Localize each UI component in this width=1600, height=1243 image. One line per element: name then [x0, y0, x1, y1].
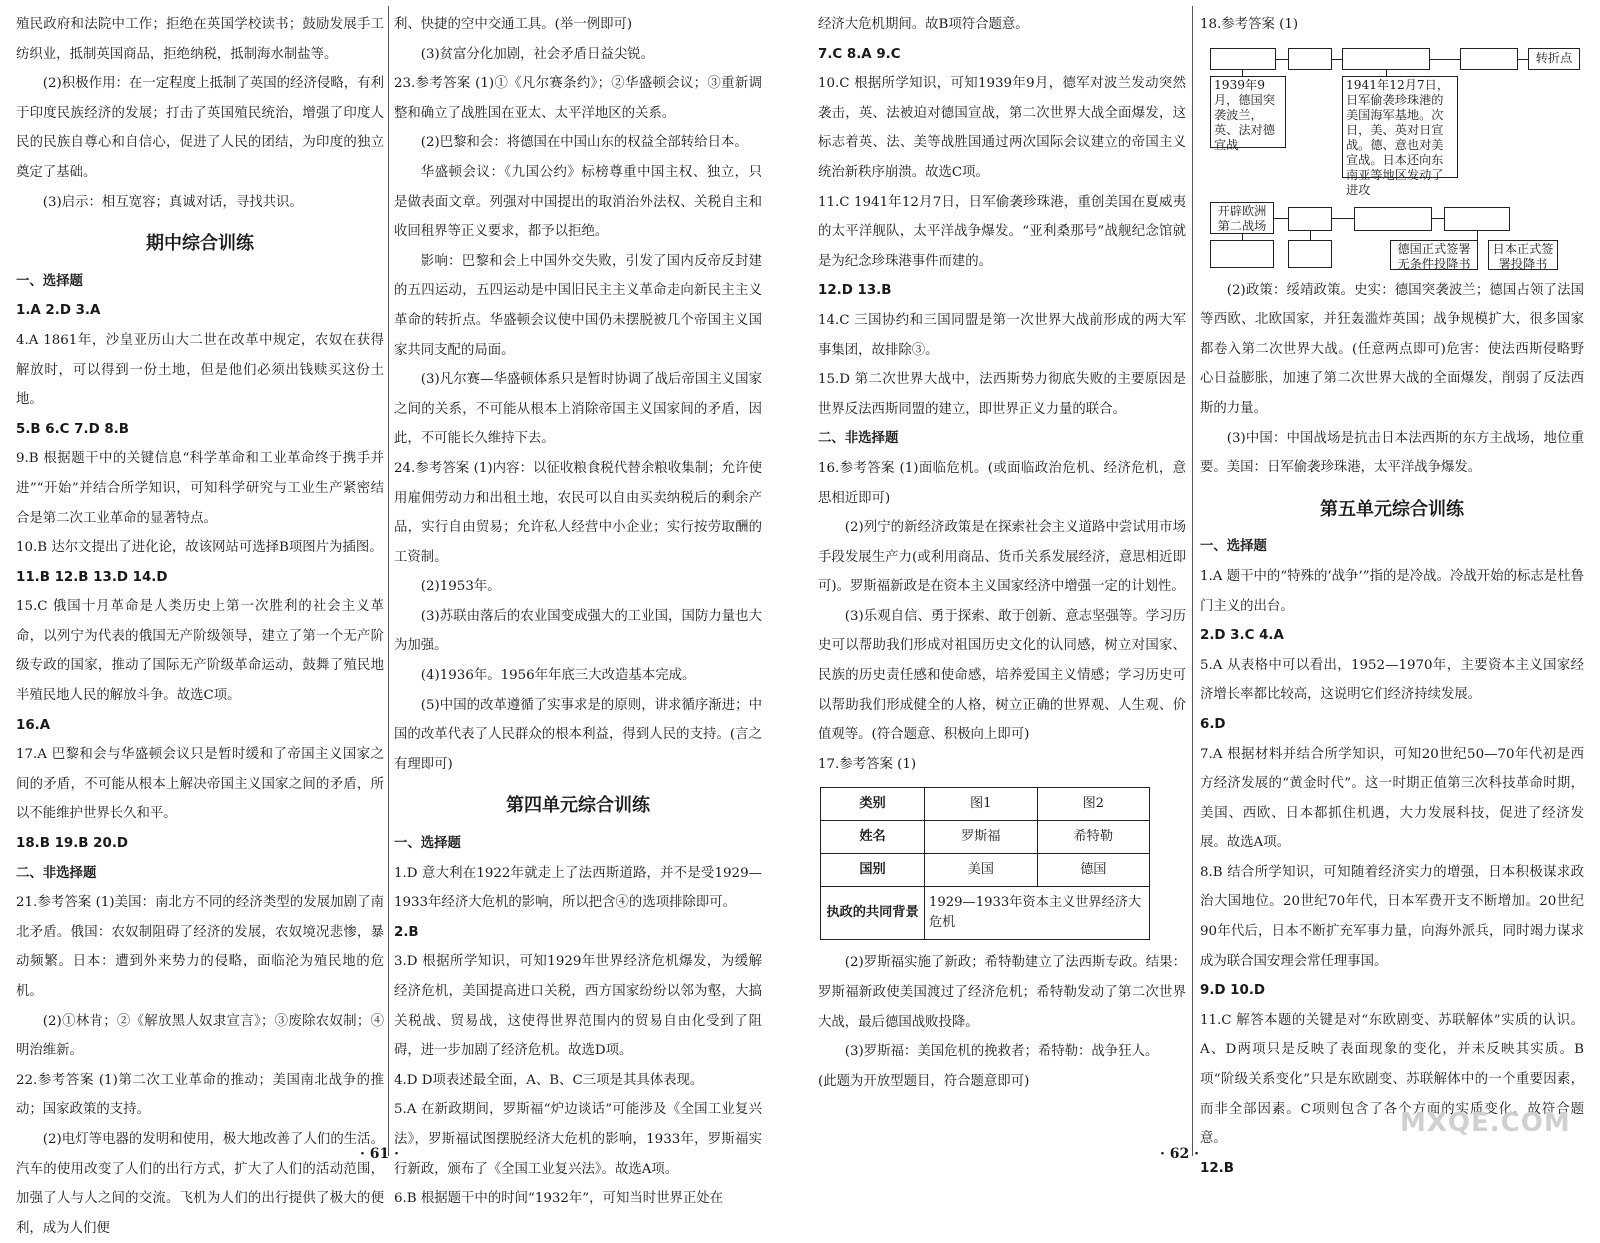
table-cell: 1929—1933年资本主义世界经济大危机 [925, 887, 1150, 940]
connector-line [1432, 218, 1444, 219]
blank-box [1342, 48, 1430, 70]
germany-surrender-text: 德国正式签署无条件投降书 [1397, 241, 1471, 271]
answer-item: (3)罗斯福：美国危机的挽救者；希特勒：战争狂人。 [844, 1044, 1159, 1060]
connector-line [1332, 59, 1342, 60]
timeline-diagram [1200, 42, 1584, 272]
answer-item: 4.D D项表述最全面，A、B、C三项是其具体表现。 [394, 1072, 704, 1088]
column-3 [818, 10, 1186, 1096]
text-paragraph: 利、快捷的空中交通工具。(举一例即可) [394, 17, 633, 32]
answer-item: (3)乐观自信、勇于探索、敢于创新、意志坚强等。学习历史可以帮助我们形成对祖国历史文化的认同感，树立对国家、民族的历史责任感和使命感，培养爱国主义情感；学习历史可以帮助我们形成健全的人格，树立正确的世界观、人生观、价值观等。(符合题意、积极向上即可) [818, 608, 1186, 743]
answer-item: (5)中国的改革遵循了实事求是的原则，讲求循序渐进；中国的改革代表了人民群众的根本利益，得到人民的支持。(言之有理即可) [394, 697, 762, 772]
table-cell: 希特勒 [1037, 821, 1150, 854]
column-divider [388, 6, 389, 1156]
answer-item: (2)罗斯福实施了新政；希特勒建立了法西斯专政。结果：罗斯福新政使美国渡过了经济危机；希特勒发动了第二次世界大战，最后德国战败投降。 [818, 955, 1186, 1030]
answer-item: 2.B [394, 924, 419, 940]
answer-item: 3.D 根据所学知识，可知1929年世界经济危机爆发，为缓解经济危机，美国提高进口关税，西方国家纷纷以邻为壑，大搞关税战、贸易战，这使得世界范围内的贸易自由化受到了阻碍，进一步加剧了经济危机。故选D项。 [394, 954, 762, 1059]
event-1941-box [1342, 76, 1458, 197]
section-heading: 一、选择题 [16, 273, 83, 289]
answer-item: 4.A 1861年，沙皇亚历山大二世在改革中规定，农奴在获得解放时，可以得到一份土地，但是他们必须出钱赎买这份土地。 [16, 332, 384, 408]
event-1941-text: 1941年12月7日，日军偷袭珍珠港的美国海军基地。次日，美、英对日宣战。德、意也对美宣战。日本还向东南亚等地区发动了进攻 [1346, 77, 1450, 197]
answer-item: 10.C 根据所学知识，可知1939年9月，德军对波兰发动突然袭击，英、法被迫对德国宣战，第二次世界大战全面爆发，这标志着英、法、美等战胜国通过两次国际会议建立的帝国主义统治新秩序崩溃。故选C项。 [818, 76, 1186, 180]
table-cell: 图2 [1037, 788, 1150, 821]
answer-item: 9.D 10.D [1200, 983, 1266, 999]
event-1939-box [1210, 76, 1286, 152]
answer-item: 1.A 2.D 3.A [16, 303, 101, 319]
answer-item: 16.参考答案 (1)面临危机。(或面临政治危机、经济危机，意思相近即可) [818, 460, 1186, 506]
event-1939-text: 1939年9月，德国突袭波兰，英、法对德宣战 [1214, 77, 1275, 152]
answer-note: (此题为开放型题目，符合题意即可) [818, 1073, 1030, 1089]
answer-item: 2.D 3.C 4.A [1200, 628, 1284, 644]
column-2 [394, 10, 762, 1214]
japan-surrender-box [1488, 240, 1558, 270]
table-row [821, 788, 1150, 821]
answer-item: 12.B [1200, 1160, 1234, 1176]
table-cell: 德国 [1037, 854, 1150, 887]
answer-item: 21.参考答案 (1)美国：南北方不同的经济类型的发展加剧了南北矛盾。俄国：农奴制阻碍了经济的发展，农奴境况悲惨，暴动频繁。日本：遭到外来势力的侵略，面临沦为殖民地的危机。 [16, 895, 384, 999]
answer-item: 15.C 俄国十月革命是人类历史上第一次胜利的社会主义革命，以列宁为代表的俄国无产阶级领导，建立了第一个无产阶级专政的国家，推动了国际无产阶级革命运动，鼓舞了殖民地半殖民地人民的解放斗争。故选C项。 [16, 599, 384, 704]
column-4 [1200, 10, 1584, 1183]
section-heading: 二、非选择题 [16, 865, 97, 881]
blank-box [1210, 48, 1276, 70]
germany-surrender-box [1390, 240, 1478, 270]
answer-item: 1.D 意大利在1922年就走上了法西斯道路，并不是受1929—1933年经济大危机的影响，所以把含④的选项排除即可。 [394, 865, 762, 911]
table-cell: 姓名 [821, 821, 925, 854]
europe-front-text: 开辟欧洲第二战场 [1217, 203, 1267, 233]
turning-point-box [1528, 48, 1580, 70]
section-heading: 二、非选择题 [818, 431, 899, 447]
blank-box [1288, 240, 1332, 268]
connector-line [1274, 218, 1288, 219]
answer-item: 影响：巴黎和会上中国外交失败，引发了国内反帝反封建的五四运动，五四运动是中国旧民主主义革命走向新民主主义革命的转折点。华盛顿会议使中国仍未摆脱被几个帝国主义国家共同支配的局面。 [394, 253, 762, 358]
table-row [821, 887, 1150, 940]
connector-line [1430, 59, 1460, 60]
blank-box [1288, 207, 1332, 231]
answer-table [820, 787, 1150, 940]
section-title-unit4: 第四单元综合训练 [506, 795, 650, 817]
answer-item: 15.D 第二次世界大战中，法西斯势力彻底失败的主要原因是世界反法西斯同盟的建立，即世界正义力量的联合。 [818, 372, 1186, 417]
blank-box [1460, 48, 1518, 70]
answer-item: (2)巴黎和会：将德国在中国山东的权益全部转给日本。 [420, 135, 748, 151]
answer-item: 18.B 19.B 20.D [16, 836, 129, 852]
answer-item: 17.参考答案 (1) [818, 756, 917, 772]
answer-item: 7.C 8.A 9.C [818, 46, 901, 62]
answer-item: 华盛顿会议：《九国公约》标榜尊重中国主权、独立，只是做表面文章。列强对中国提出的取消治外法权、关税自主和收回租界等正义要求，都予以拒绝。 [394, 164, 762, 240]
answer-item: 12.D 13.B [818, 283, 892, 299]
table-cell: 类别 [821, 788, 925, 821]
turning-point-label: 转折点 [1535, 50, 1573, 65]
connector-line [1518, 59, 1528, 60]
column-divider [1192, 6, 1193, 1156]
answer-item: 10.B 达尔文提出了进化论，故该网站可选择B项图片为插图。 [16, 540, 383, 556]
watermark-logo: MXQE.COM [1400, 1108, 1571, 1138]
blank-box [1288, 48, 1332, 70]
answer-item: (2)电灯等电器的发明和使用，极大地改善了人们的生活。汽车的使用改变了人们的出行方式，扩大了人们的活动范围，加强了人与人之间的交流。飞机为人们的出行提供了极大的便利，成为人们便 [16, 1131, 384, 1236]
answer-item: 9.B 根据题干中的关键信息“科学革命和工业革命终于携手并进”“开始”并结合所学知识，可知科学研究与工业生产紧密结合是第二次工业革命的显著特点。 [16, 451, 384, 526]
connector-line [1332, 218, 1354, 219]
answer-item: 5.A 在新政期间，罗斯福“炉边谈话”可能涉及《全国工业复兴法》，罗斯福试图摆脱经济大危机的影响，1933年，罗斯福实行新政，颁布了《全国工业复兴法》。故选A项。 [394, 1102, 762, 1177]
answer-item: 1.A 题干中的“特殊的‘战争’”指的是冷战。冷战开始的标志是杜鲁门主义的出台。 [1200, 568, 1584, 614]
europe-front-box [1210, 202, 1274, 234]
answer-item: 14.C 三国协约和三国同盟是第一次世界大战前形成的两大军事集团，故排除③。 [818, 312, 1186, 358]
answer-item: (3)苏联由落后的农业国变成强大的工业国，国防力量也大为加强。 [394, 608, 762, 654]
section-title-midterm: 期中综合训练 [146, 233, 254, 255]
answer-item: (2)①林肯；②《解放黑人奴隶宣言》；③废除农奴制；④明治维新。 [16, 1013, 384, 1059]
answer-item: 5.A 从表格中可以看出，1952—1970年，主要资本主义国家经济增长率都比较高，这说明它们经济持续发展。 [1200, 657, 1584, 703]
answer-item: (2)1953年。 [420, 579, 501, 595]
answer-item: 5.B 6.C 7.D 8.B [16, 421, 129, 437]
answer-item: 16.A [16, 717, 51, 733]
text-paragraph: (3)启示：相互宽容；真诚对话，寻找共识。 [42, 194, 303, 210]
answer-item: (2)列宁的新经济政策是在探索社会主义道路中尝试用市场手段发展生产力(或利用商品、货币关系发展经济，意思相近即可)。罗斯福新政是在资本主义国家经济中增强一定的计划性。 [818, 520, 1186, 595]
section-heading: 一、选择题 [394, 836, 461, 852]
section-heading: 一、选择题 [1200, 539, 1267, 555]
text-paragraph: (2)积极作用：在一定程度上抵制了英国的经济侵略，有利于印度民族经济的发展；打击了英国殖民统治，增强了印度人民的民族自尊心和自信心，促进了人民的团结，为印度的独立奠定了基础。 [16, 76, 384, 180]
blank-box [1444, 207, 1510, 231]
column-1 [16, 10, 384, 1243]
answer-item: 11.C 1941年12月7日，日军偷袭珍珠港，重创美国在夏威夷的太平洋舰队，太平洋战争爆发。“亚利桑那号”战舰纪念馆就是为纪念珍珠港事件而建的。 [818, 194, 1186, 269]
answer-item: 11.B 12.B 13.D 14.D [16, 569, 168, 585]
blank-box [1210, 240, 1274, 268]
answer-item: 8.B 结合所学知识，可知随着经济实力的增强，日本积极谋求政治大国地位。20世纪70年代，日本军费开支不断增加。20世纪90年代后，日本不断扩充军事力量，向海外派兵，同时竭力谋求成为联合国安理会常任理事国。 [1200, 864, 1584, 969]
table-cell: 美国 [925, 854, 1038, 887]
answer-item: (3)凡尔赛—华盛顿体系只是暂时协调了战后帝国主义国家之间的关系，不可能从根本上消除帝国主义国家间的矛盾，因此，不可能长久维持下去。 [394, 372, 762, 447]
answer-item: (4)1936年。1956年年底三大改造基本完成。 [420, 668, 696, 684]
table-cell: 图1 [925, 788, 1038, 821]
answer-item: 23.参考答案 (1)①《凡尔赛条约》；②华盛顿会议；③重新调整和确立了战胜国在亚太、太平洋地区的关系。 [394, 76, 762, 121]
page-number-left: · 61 · [360, 1146, 399, 1162]
answer-item: 24.参考答案 (1)内容：以征收粮食税代替余粮收集制；允许使用雇佣劳动力和出租土地，农民可以自由买卖纳税后的剩余产品，实行自由贸易；允许私人经营中小企业；实行按劳取酬的工资制。 [394, 460, 762, 565]
japan-surrender-text: 日本正式签署投降书 [1492, 241, 1554, 271]
answer-item: 7.A 根据材料并结合所学知识，可知20世纪50—70年代初是西方经济发展的“黄金时代”。这一时期正值第三次科技革命时期，美国、西欧、日本都抓住机遇，大力发展科技，促进了经济发展。故选A项。 [1200, 746, 1584, 851]
text-paragraph: (3)贫富分化加剧，社会矛盾日益尖锐。 [420, 46, 655, 62]
connector-line [1310, 231, 1311, 240]
answer-item: 18.参考答案 (1) [1200, 17, 1299, 32]
table-cell: 执政的共同背景 [821, 887, 925, 940]
answer-item: 6.B 根据题干中的时间“1932年”，可知当时世界正处在 [394, 1191, 724, 1207]
text-paragraph: 殖民政府和法院中工作；拒绝在英国学校读书；鼓励发展手工纺织业，抵制英国商品，拒绝纳税，抵制海水制盐等。 [16, 17, 384, 62]
table-cell: 罗斯福 [925, 821, 1038, 854]
section-title-unit5: 第五单元综合训练 [1320, 498, 1464, 520]
answer-item: 6.D [1200, 716, 1226, 732]
table-row [821, 854, 1150, 887]
table-row [821, 821, 1150, 854]
table-cell: 国别 [821, 854, 925, 887]
answer-item: (3)中国：中国战场是抗击日本法西斯的东方主战场，地位重要。美国：日军偷袭珍珠港，太平洋战争爆发。 [1200, 430, 1584, 476]
answer-item: (2)政策：绥靖政策。史实：德国突袭波兰；德国占领了法国等西欧、北欧国家，并狂轰滥炸英国；战争规模扩大，很多国家都卷入第二次世界大战。(任意两点即可)危害：使法西斯侵略野心日益膨胀，加速了第二次世界大战的全面爆发，削弱了反法西斯的力量。 [1200, 282, 1584, 416]
page-number-right: · 62 · [1160, 1146, 1199, 1162]
answer-item: 22.参考答案 (1)第二次工业革命的推动；美国南北战争的推动；国家政策的支持。 [16, 1072, 384, 1118]
connector-line [1477, 231, 1478, 240]
connector-line [1276, 59, 1288, 60]
answer-item: 17.A 巴黎和会与华盛顿会议只是暂时缓和了帝国主义国家之间的矛盾，不可能从根本上解决帝国主义国家之间的矛盾，所以不能维护世界长久和平。 [16, 747, 384, 822]
text-paragraph: 经济大危机期间。故B项符合题意。 [818, 17, 1029, 32]
blank-box [1354, 207, 1432, 231]
answer-item: 11.C 解答本题的关键是对“东欧剧变、苏联解体”实质的认识。A、D两项只是反映了表面现象的变化，并未反映其实质。B项“阶级关系变化”只是东欧剧变、苏联解体中的一个重要因素，而非全部因素。C项则包含了各个方面的实质变化，故符合题意。 [1200, 1012, 1584, 1147]
